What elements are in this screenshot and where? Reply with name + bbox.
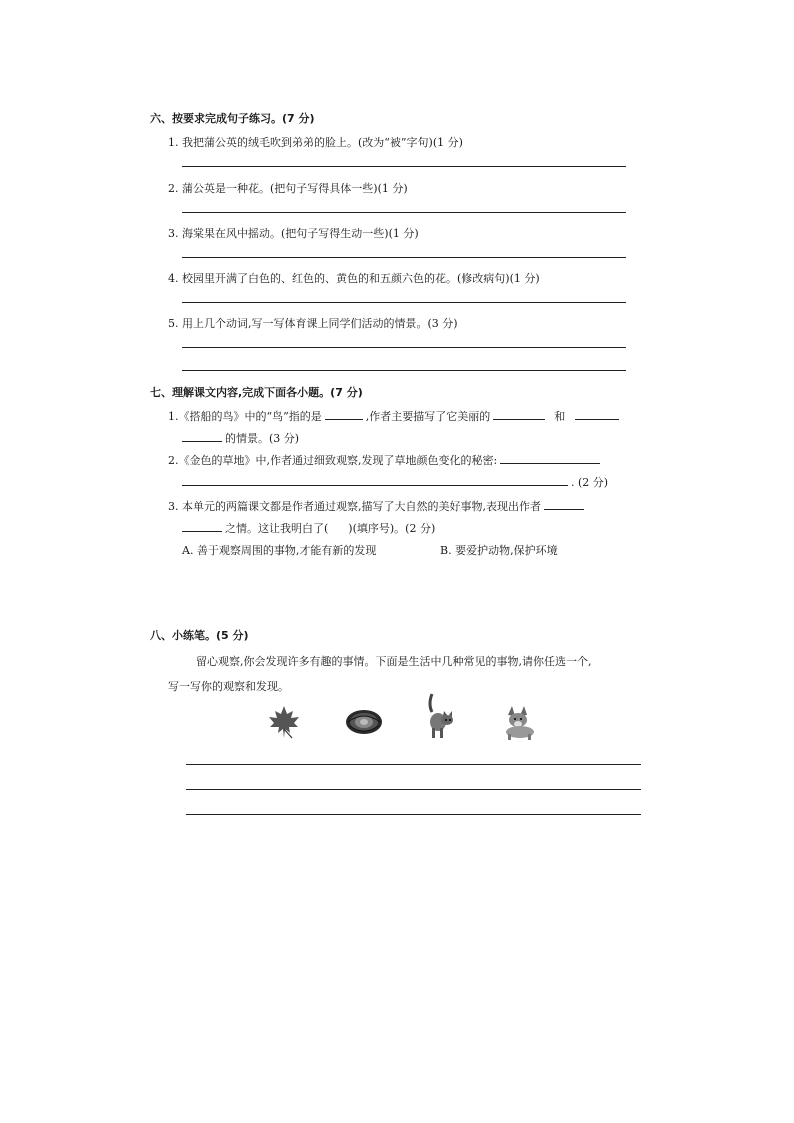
question-7-1-part-c: 和 (554, 410, 566, 423)
answer-line-6-2[interactable] (182, 212, 626, 213)
blank-7-1-beauty-a[interactable] (493, 407, 545, 420)
question-7-3-part-b: 之情。这让我明白了( (225, 522, 329, 535)
question-7-1-part-a: 1.《搭船的鸟》中的“鸟”指的是 (168, 410, 322, 423)
question-7-3-part-a: 3. 本单元的两篇课文都是作者通过观察,描写了大自然的美好事物,表现出作者 (168, 500, 541, 513)
question-6-2: 2. 蒲公英是一种花。(把句子写得具体一些)(1 分) (168, 182, 408, 195)
writing-line-2[interactable] (186, 789, 641, 790)
question-7-1-line2 (182, 429, 299, 446)
answer-line-6-5a[interactable] (182, 347, 626, 348)
question-7-3-part-c: )(填序号)。(2 分) (348, 522, 436, 535)
blank-7-1-beauty-b[interactable] (575, 407, 619, 420)
section-8-intro-line1: 留心观察,你会发现许多有趣的事情。下面是生活中几种常见的事物,请你任选一个, (196, 655, 592, 668)
option-a: A. 善于观察周围的事物,才能有新的发现 (182, 544, 377, 557)
answer-line-6-4[interactable] (182, 302, 626, 303)
answer-line-6-5b[interactable] (182, 370, 626, 371)
blank-7-2-secret-b[interactable] (182, 473, 568, 486)
kitten-image (424, 690, 458, 740)
answer-line-6-3[interactable] (182, 257, 626, 258)
answer-line-6-1[interactable] (182, 166, 626, 167)
corgi-puppy-image (498, 702, 540, 740)
question-7-3-line2 (182, 519, 435, 536)
section-6-title: 六、按要求完成句子练习。(7 分) (150, 112, 315, 125)
question-6-5: 5. 用上几个动词,写一写体育课上同学们活动的情景。(3 分) (168, 317, 458, 330)
question-7-1-part-d: 的情景。(3 分) (225, 432, 300, 445)
maple-leaf-image (266, 704, 302, 740)
blank-7-3-feeling-a[interactable] (544, 497, 584, 510)
question-7-3-line1 (168, 497, 587, 514)
question-6-3: 3. 海棠果在风中摇动。(把句子写得生动一些)(1 分) (168, 227, 419, 240)
option-b: B. 要爱护动物,保护环境 (440, 544, 558, 557)
chrysanthemum-image (344, 706, 384, 738)
blank-7-1-bird[interactable] (325, 407, 363, 420)
question-6-1: 1. 我把蒲公英的绒毛吹到弟弟的脸上。(改为“被”字句)(1 分) (168, 136, 463, 149)
section-8-intro-line2: 写一写你的观察和发现。 (168, 680, 289, 693)
writing-line-1[interactable] (186, 764, 641, 765)
question-7-2-line2 (182, 473, 608, 490)
question-7-1-line1 (168, 407, 622, 424)
question-7-2-part-b: . (2 分) (571, 476, 609, 489)
question-7-2-part-a: 2.《金色的草地》中,作者通过细致观察,发现了草地颜色变化的秘密: (168, 454, 498, 467)
section-8-title: 八、小练笔。(5 分) (150, 629, 249, 642)
blank-7-3-feeling-b[interactable] (182, 519, 222, 532)
blank-7-2-secret-a[interactable] (500, 451, 600, 464)
section-7-title: 七、理解课文内容,完成下面各小题。(7 分) (150, 386, 363, 399)
question-7-2-line1 (168, 451, 603, 468)
question-7-1-part-b: ,作者主要描写了它美丽的 (365, 410, 491, 423)
blank-7-1-scene[interactable] (182, 429, 222, 442)
question-6-4: 4. 校园里开满了白色的、红色的、黄色的和五颜六色的花。(修改病句)(1 分) (168, 272, 540, 285)
writing-line-3[interactable] (186, 814, 641, 815)
